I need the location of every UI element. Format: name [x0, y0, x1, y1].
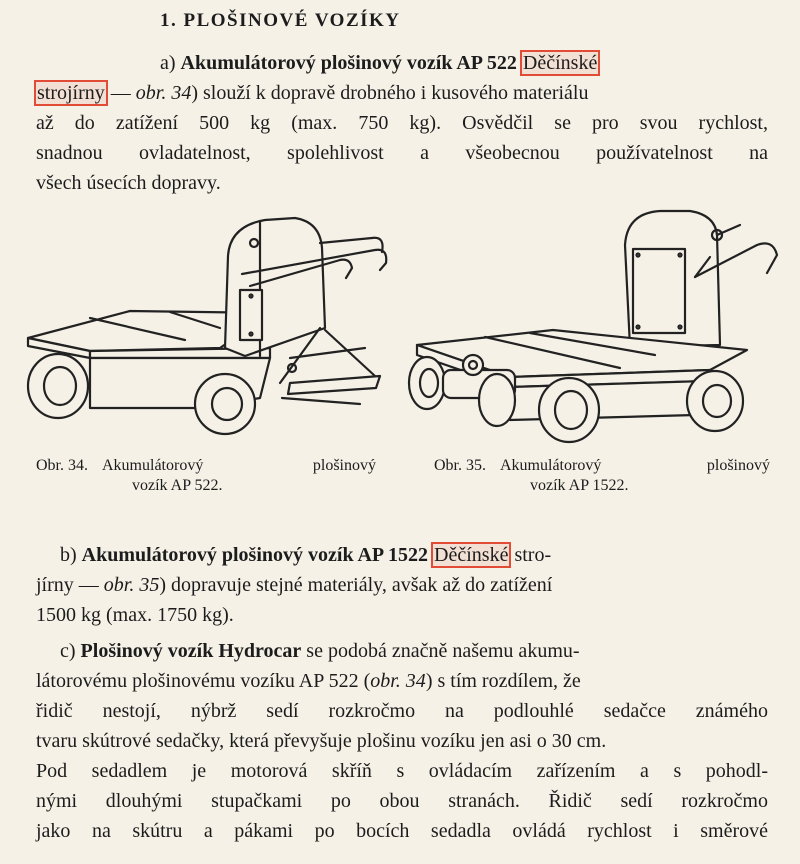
figure-34-number: Obr. 34.	[36, 457, 88, 474]
highlight-decinske[interactable]: Děčínské	[522, 52, 598, 74]
paragraph-a: a) Akumulátorový plošinový vozík AP 522 Děčínské strojírny — obr. 34) slouží k dopravě drobného i kusového materiálu až do zatížení 500 kg (max. 750 kg). Osvědčil se pro svou rychlost, snadnou ovladatelnost, spolehlivost a všeobecnou používatelnost na všech úsecích dopravy.	[36, 52, 768, 194]
figure-ref: obr. 34	[370, 670, 426, 692]
highlight-strojirny[interactable]: strojírny	[37, 82, 105, 104]
paragraph-c: c) Plošinový vozík Hydrocar se podobá značně našemu akumu- látorovému plošinovému vozíku AP 522 (obr. 34) s tím rozdílem, že řidič nestojí, nýbrž sedí rozkročmo na podlouhlé sedačce známého tvaru skútrové sedačky, která převyšuje plošinu vozíku jen asi o 30 cm. Pod sedadlem je motorová skříň s ovládacím zařízením a s pohodl- nými dlouhými stupačkami po obou stranách. Řidič sedí rozkročmo jako na skútru a pákami po bocích sedadla ovládá rychlost i směrové	[36, 640, 768, 842]
figure-34-caption: Obr. 34. Akumulátorový plošinový vozík AP 522.	[36, 457, 376, 494]
para-a-label: a)	[160, 52, 176, 74]
section-heading: 1. PLOŠINOVÉ VOZÍKY	[160, 10, 401, 31]
paragraph-b: b) Akumulátorový plošinový vozík AP 1522 Děčínské stro- jírny — obr. 35) dopravuje stejné materiály, avšak až do zatížení 1500 kg (max. 1750 kg).	[36, 544, 553, 626]
figure-ref: obr. 35	[103, 574, 160, 596]
para-c-label: c)	[60, 640, 76, 662]
figure-ref: obr. 34	[135, 82, 192, 104]
para-c-title: Plošinový vozík Hydrocar	[80, 640, 302, 662]
para-a-title: Akumulátorový plošinový vozík AP 522	[180, 52, 517, 74]
figure-34-illustration	[20, 208, 400, 448]
figure-35-illustration	[405, 205, 780, 450]
para-b-label: b)	[60, 544, 77, 566]
para-b-title: Akumulátorový plošinový vozík AP 1522	[81, 544, 429, 566]
highlight-decinske-b[interactable]: Děčínské	[434, 544, 509, 566]
figure-35-caption: Obr. 35. Akumulátorový plošinový vozík AP 1522.	[434, 457, 770, 494]
figure-35-number: Obr. 35.	[434, 457, 486, 474]
